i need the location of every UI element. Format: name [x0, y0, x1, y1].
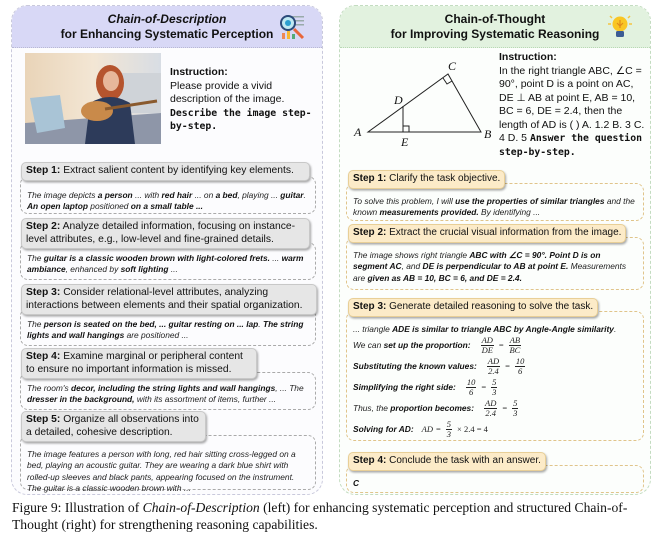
denominator: 3	[492, 387, 497, 398]
caption-rest: (left) for enhancing systematic perception and structured Chain-of-Thought (right) for strengthening reasoning capabilities.	[12, 500, 628, 532]
step-3-output	[346, 311, 644, 441]
step-2-label	[348, 224, 626, 243]
math-operator: =	[502, 403, 508, 414]
reasoning-label	[353, 424, 414, 435]
step-instruction: Conclude the task with an answer.	[386, 455, 541, 466]
text-segment: .	[613, 324, 617, 334]
math-variable: AD	[421, 424, 433, 435]
step-number: Step 3:	[26, 287, 61, 298]
step-instruction: Analyze detailed information, focusing on instance-level attributes, e.g., low-level and fine-grained details.	[26, 221, 296, 245]
text-segment: and the known	[353, 196, 635, 218]
fraction	[446, 420, 452, 439]
emphasis-text: DE is perpendicular to AB at point E.	[422, 261, 569, 272]
instruction-emphasis: Answer the question step-by-step.	[499, 133, 643, 158]
denominator: 2.4	[488, 366, 499, 377]
emphasis-text: warm ambiance	[27, 253, 304, 275]
denominator: BC	[509, 345, 521, 356]
text-segment: ...	[168, 264, 178, 275]
emphasis-text: proportion becomes:	[390, 403, 475, 414]
step-number: Step 1:	[26, 165, 61, 176]
step-4-label	[348, 452, 546, 471]
step-instruction: Clarify the task objective.	[386, 173, 501, 184]
math-expression	[482, 399, 520, 418]
reasoning-line	[353, 419, 637, 440]
chain-of-thought-panel	[339, 5, 651, 495]
text-segment: positioned	[87, 201, 131, 212]
lightbulb-icon	[606, 13, 634, 41]
step-number: Step 4:	[353, 455, 387, 466]
fraction	[509, 336, 521, 355]
text-segment: We can	[353, 340, 384, 351]
math-operator: =	[435, 424, 441, 435]
panel-header	[12, 6, 322, 48]
panel-title: Chain-of-Description	[107, 12, 227, 26]
emphasis-text: soft lighting	[120, 264, 169, 275]
denominator: 3	[513, 408, 518, 419]
denominator: 6	[518, 366, 523, 377]
emphasis-text: Simplifying the right side:	[353, 382, 456, 393]
instruction-emphasis: Describe the image step-by-step.	[170, 107, 312, 132]
text-segment: The	[27, 319, 44, 329]
emphasis-text: given as AB = 10, BC = 6, and DE = 2.4.	[367, 272, 522, 283]
fraction	[481, 336, 494, 355]
text-segment: The image shows right triangle	[353, 250, 470, 260]
step-3-label	[348, 298, 598, 317]
reasoning-line	[353, 356, 637, 377]
emphasis-text: ADE is similar to triangle ABC by Angle-Angle similarity	[392, 324, 614, 334]
text-segment: The	[27, 253, 44, 263]
step-4-label	[21, 348, 257, 379]
text-segment: .	[258, 319, 263, 329]
step-number: Step 1:	[353, 173, 387, 184]
text-segment: The room's	[27, 383, 71, 393]
reasoning-label	[353, 382, 456, 393]
fraction	[512, 399, 518, 418]
instruction-text: In the right triangle ABC, ∠C = 90°, point D is a point on AC, DE ⊥ AB at point E, AB = 10, BC = 6, DE = 2.4, then the length of AD is ( ) A. 1.2 B. 3 C. 4 D. 5	[499, 64, 645, 144]
step-number: Step 3:	[353, 301, 387, 312]
emphasis-text: on a small table ...	[130, 201, 203, 212]
step-instruction: Extract salient content by identifying key elements.	[60, 165, 294, 176]
text-segment: ...	[269, 253, 282, 263]
panel-title: Chain-of-Thought	[444, 12, 546, 26]
panel-subtitle: for Enhancing Systematic Perception	[60, 27, 274, 41]
label-c: C	[448, 59, 457, 73]
emphasis-text: a person	[97, 190, 133, 200]
reasoning-label	[353, 361, 477, 372]
text-segment: with its assortment of items, further ...	[134, 394, 277, 405]
caption-emphasis: Chain-of-Description	[142, 500, 260, 515]
label-a: A	[354, 125, 362, 139]
text-segment: , playing ...	[237, 190, 281, 200]
numerator: 5	[513, 398, 518, 409]
emphasis-text: The string lights and wall hangings	[27, 319, 304, 341]
step-5-output	[20, 435, 316, 493]
emphasis-text: An open laptop	[27, 201, 88, 212]
text-segment: , and	[401, 261, 423, 272]
math-expression	[485, 357, 528, 376]
text-segment: By identifying ...	[478, 207, 541, 218]
numerator: AD	[485, 398, 497, 409]
step-1-label	[348, 170, 505, 189]
text-segment: The image depicts	[27, 190, 98, 200]
panel-header	[340, 6, 650, 48]
emphasis-text: guitar	[280, 190, 304, 200]
math-operator: × 2.4 = 4	[457, 424, 488, 435]
text-segment: To solve this problem, I will	[353, 196, 456, 206]
numerator: AB	[509, 335, 521, 346]
text-segment: ... triangle	[353, 324, 393, 334]
emphasis-text: measurements provided.	[379, 207, 479, 218]
instruction-heading: Instruction:	[499, 51, 557, 63]
emphasis-text: decor, including the string lights and wall hangings	[70, 383, 276, 393]
text-segment: Thus, the	[353, 403, 391, 414]
caption-prefix: Figure 9: Illustration of	[12, 500, 143, 515]
emphasis-text: C	[353, 478, 360, 488]
denominator: 2.4	[485, 408, 496, 419]
step-number: Step 5:	[26, 414, 61, 425]
text-segment: , ... The	[275, 383, 304, 393]
emphasis-text: person is seated on the bed, ... guitar resting on ... lap	[43, 319, 259, 329]
emphasis-text: dresser in the background,	[27, 394, 135, 405]
step-number: Step 2:	[26, 221, 61, 232]
numerator: 10	[515, 356, 525, 367]
step-instruction: Extract the crucial visual information from the image.	[386, 227, 622, 238]
figure-caption	[12, 499, 652, 533]
denominator: DE	[481, 345, 493, 356]
reasoning-intro	[353, 324, 637, 335]
reasoning-line	[353, 335, 637, 356]
reasoning-line	[353, 377, 637, 398]
guitar-photo	[25, 53, 161, 144]
math-expression	[422, 420, 491, 439]
math-expression	[464, 378, 500, 397]
reasoning-line	[353, 398, 637, 419]
step-5-label	[21, 411, 206, 442]
instruction-text: Please provide a vivid description of the image.	[170, 79, 285, 105]
step-instruction: Generate detailed reasoning to solve the task.	[386, 301, 594, 312]
emphasis-text: red hair	[161, 190, 193, 200]
label-e: E	[401, 135, 409, 149]
step-instruction: Organize all observations into a detailed, cohesive description.	[26, 414, 199, 438]
text-segment: The image features a person with long, red hair sitting cross-legged on a bed, playing an acoustic guitar. They are wearing a dark blue shirt with rolled-up sleeves and black pants, appearing focused on the instrument. The guitar is a classic wooden brown with ...	[27, 449, 296, 493]
step-2-output	[346, 237, 644, 290]
instruction-heading: Instruction:	[170, 66, 228, 78]
fraction	[487, 357, 500, 376]
denominator: 3	[446, 429, 452, 440]
text-segment: are positioned ...	[124, 330, 189, 341]
label-b: B	[484, 127, 492, 141]
text-segment: ... on	[192, 190, 216, 200]
math-operator: =	[481, 382, 487, 393]
triangle-diagram	[346, 54, 496, 154]
step-2-label	[21, 218, 310, 249]
reasoning-label	[353, 340, 471, 351]
text-segment: Measurements are	[353, 261, 627, 283]
numerator: AD	[481, 335, 493, 346]
magnifier-chart-icon	[278, 13, 306, 41]
step-3-label	[21, 284, 317, 315]
step-number: Step 4:	[26, 351, 61, 362]
chain-of-description-panel	[11, 5, 323, 495]
instruction	[170, 66, 320, 134]
step-1-output	[20, 176, 316, 214]
reasoning-label	[353, 403, 474, 414]
instruction	[499, 51, 649, 159]
fraction	[484, 399, 497, 418]
numerator: 5	[446, 419, 452, 430]
numerator: 5	[492, 377, 497, 388]
panel-subtitle: for Improving Systematic Reasoning	[390, 27, 600, 41]
emphasis-text: use the properties of similar triangles	[455, 196, 605, 206]
emphasis-text: Solving for AD:	[353, 424, 414, 435]
text-segment: ... with	[132, 190, 162, 200]
fraction	[466, 378, 477, 397]
text-segment: .	[303, 190, 306, 200]
step-1-label	[21, 162, 310, 181]
emphasis-text: ABC with ∠C = 90°. Point D is on segment AC	[353, 250, 601, 272]
math-operator: =	[498, 340, 504, 351]
numerator: AD	[487, 356, 500, 367]
label-d: D	[394, 93, 403, 107]
step-instruction: Consider relational-level attributes, analyzing interactions between elements and their spatial organization.	[26, 287, 303, 311]
text-segment: , enhanced by	[65, 264, 121, 275]
math-expression	[479, 336, 524, 355]
step-number: Step 2:	[353, 227, 387, 238]
emphasis-text: guitar is a classic wooden brown with light-colored frets.	[43, 253, 270, 263]
step-instruction: Examine marginal or peripheral content to ensure no important information is missed.	[26, 351, 243, 375]
fraction	[491, 378, 497, 397]
emphasis-text: a bed	[215, 190, 238, 200]
math-operator: =	[505, 361, 510, 372]
denominator: 6	[468, 387, 474, 398]
emphasis-text: set up the proportion:	[383, 340, 471, 351]
numerator: 10	[466, 377, 476, 388]
step-1-output	[346, 183, 644, 221]
fraction	[515, 357, 526, 376]
emphasis-text: Substituting the known values:	[353, 361, 477, 372]
